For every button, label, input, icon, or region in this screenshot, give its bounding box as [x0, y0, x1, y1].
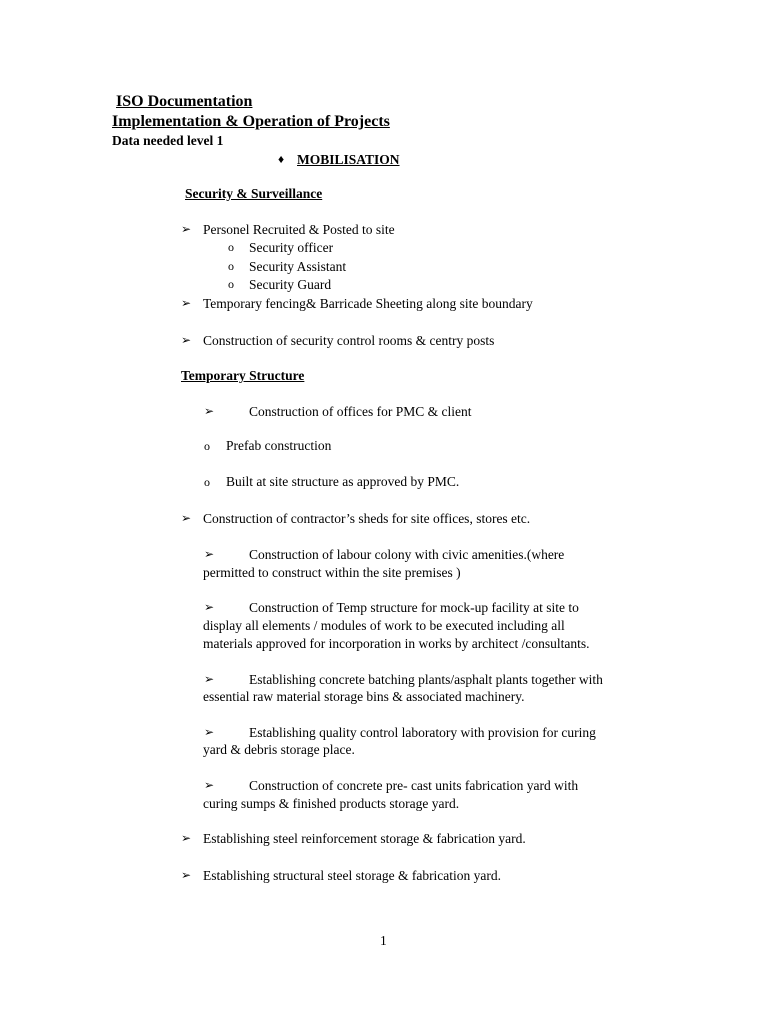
- arrow-bullet-icon: ➢: [181, 333, 192, 347]
- diamond-bullet-icon: ♦: [278, 152, 285, 166]
- arrow-bullet-icon: ➢: [181, 222, 192, 236]
- arrow-bullet-icon: ➢: [181, 511, 192, 525]
- doc-level: Data needed level 1: [112, 133, 224, 148]
- doc-title: ISO Documentation: [116, 93, 253, 110]
- arrow-bullet-icon: ➢: [204, 600, 215, 614]
- page-number: 1: [380, 933, 387, 948]
- circle-bullet-icon: o: [228, 277, 234, 291]
- temp-item-labour-line2: permitted to construct within the site premises ): [203, 565, 461, 580]
- temp-item-mockup-line3: materials approved for incorporation in works by architect /consultants.: [203, 636, 590, 651]
- temp-item-prefab: Prefab construction: [226, 438, 332, 453]
- temp-item-batching-line1: Establishing concrete batching plants/asphalt plants together with: [249, 672, 603, 687]
- arrow-bullet-icon: ➢: [181, 868, 192, 882]
- security-sub-item: Security Assistant: [249, 259, 347, 274]
- temp-item-mockup-line2: display all elements / modules of work to be executed including all: [203, 618, 565, 633]
- arrow-bullet-icon: ➢: [181, 296, 192, 310]
- arrow-bullet-icon: ➢: [204, 725, 215, 739]
- temp-item-lab-line2: yard & debris storage place.: [203, 742, 355, 757]
- temp-item-offices: Construction of offices for PMC & client: [249, 404, 472, 419]
- temp-item-labour-line1: Construction of labour colony with civic amenities.(where: [249, 547, 565, 562]
- temp-item-batching-line2: essential raw material storage bins & associated machinery.: [203, 689, 525, 704]
- doc-subtitle: Implementation & Operation of Projects: [112, 113, 390, 130]
- security-sub-item: Security Guard: [249, 277, 332, 292]
- section-title: MOBILISATION: [297, 152, 400, 167]
- temp-item-built-at-site: Built at site structure as approved by PMC.: [226, 474, 460, 489]
- temp-item-mockup-line1: Construction of Temp structure for mock-up facility at site to: [249, 600, 579, 615]
- temp-item-precast-line2: curing sumps & finished products storage yard.: [203, 796, 460, 811]
- circle-bullet-icon: o: [228, 259, 234, 273]
- temporary-heading: Temporary Structure: [181, 368, 305, 383]
- security-heading: Security & Surveillance: [185, 186, 323, 201]
- security-sub-item: Security officer: [249, 240, 334, 255]
- temp-item-sheds: Construction of contractor’s sheds for site offices, stores etc.: [203, 511, 531, 526]
- arrow-bullet-icon: ➢: [181, 831, 192, 845]
- circle-bullet-icon: o: [204, 475, 210, 489]
- temp-item-steel: Establishing steel reinforcement storage & fabrication yard.: [203, 831, 526, 846]
- security-item-fencing: Temporary fencing& Barricade Sheeting along site boundary: [203, 296, 533, 311]
- arrow-bullet-icon: ➢: [204, 778, 215, 792]
- temp-item-lab-line1: Establishing quality control laboratory with provision for curing: [249, 725, 596, 740]
- arrow-bullet-icon: ➢: [204, 547, 215, 561]
- circle-bullet-icon: o: [228, 240, 234, 254]
- arrow-bullet-icon: ➢: [204, 672, 215, 686]
- arrow-bullet-icon: ➢: [204, 404, 215, 418]
- circle-bullet-icon: o: [204, 439, 210, 453]
- security-item-control-rooms: Construction of security control rooms & centry posts: [203, 333, 495, 348]
- security-item-personel: Personel Recruited & Posted to site: [203, 222, 395, 237]
- temp-item-structural: Establishing structural steel storage & fabrication yard.: [203, 868, 502, 883]
- temp-item-precast-line1: Construction of concrete pre- cast units fabrication yard with: [249, 778, 579, 793]
